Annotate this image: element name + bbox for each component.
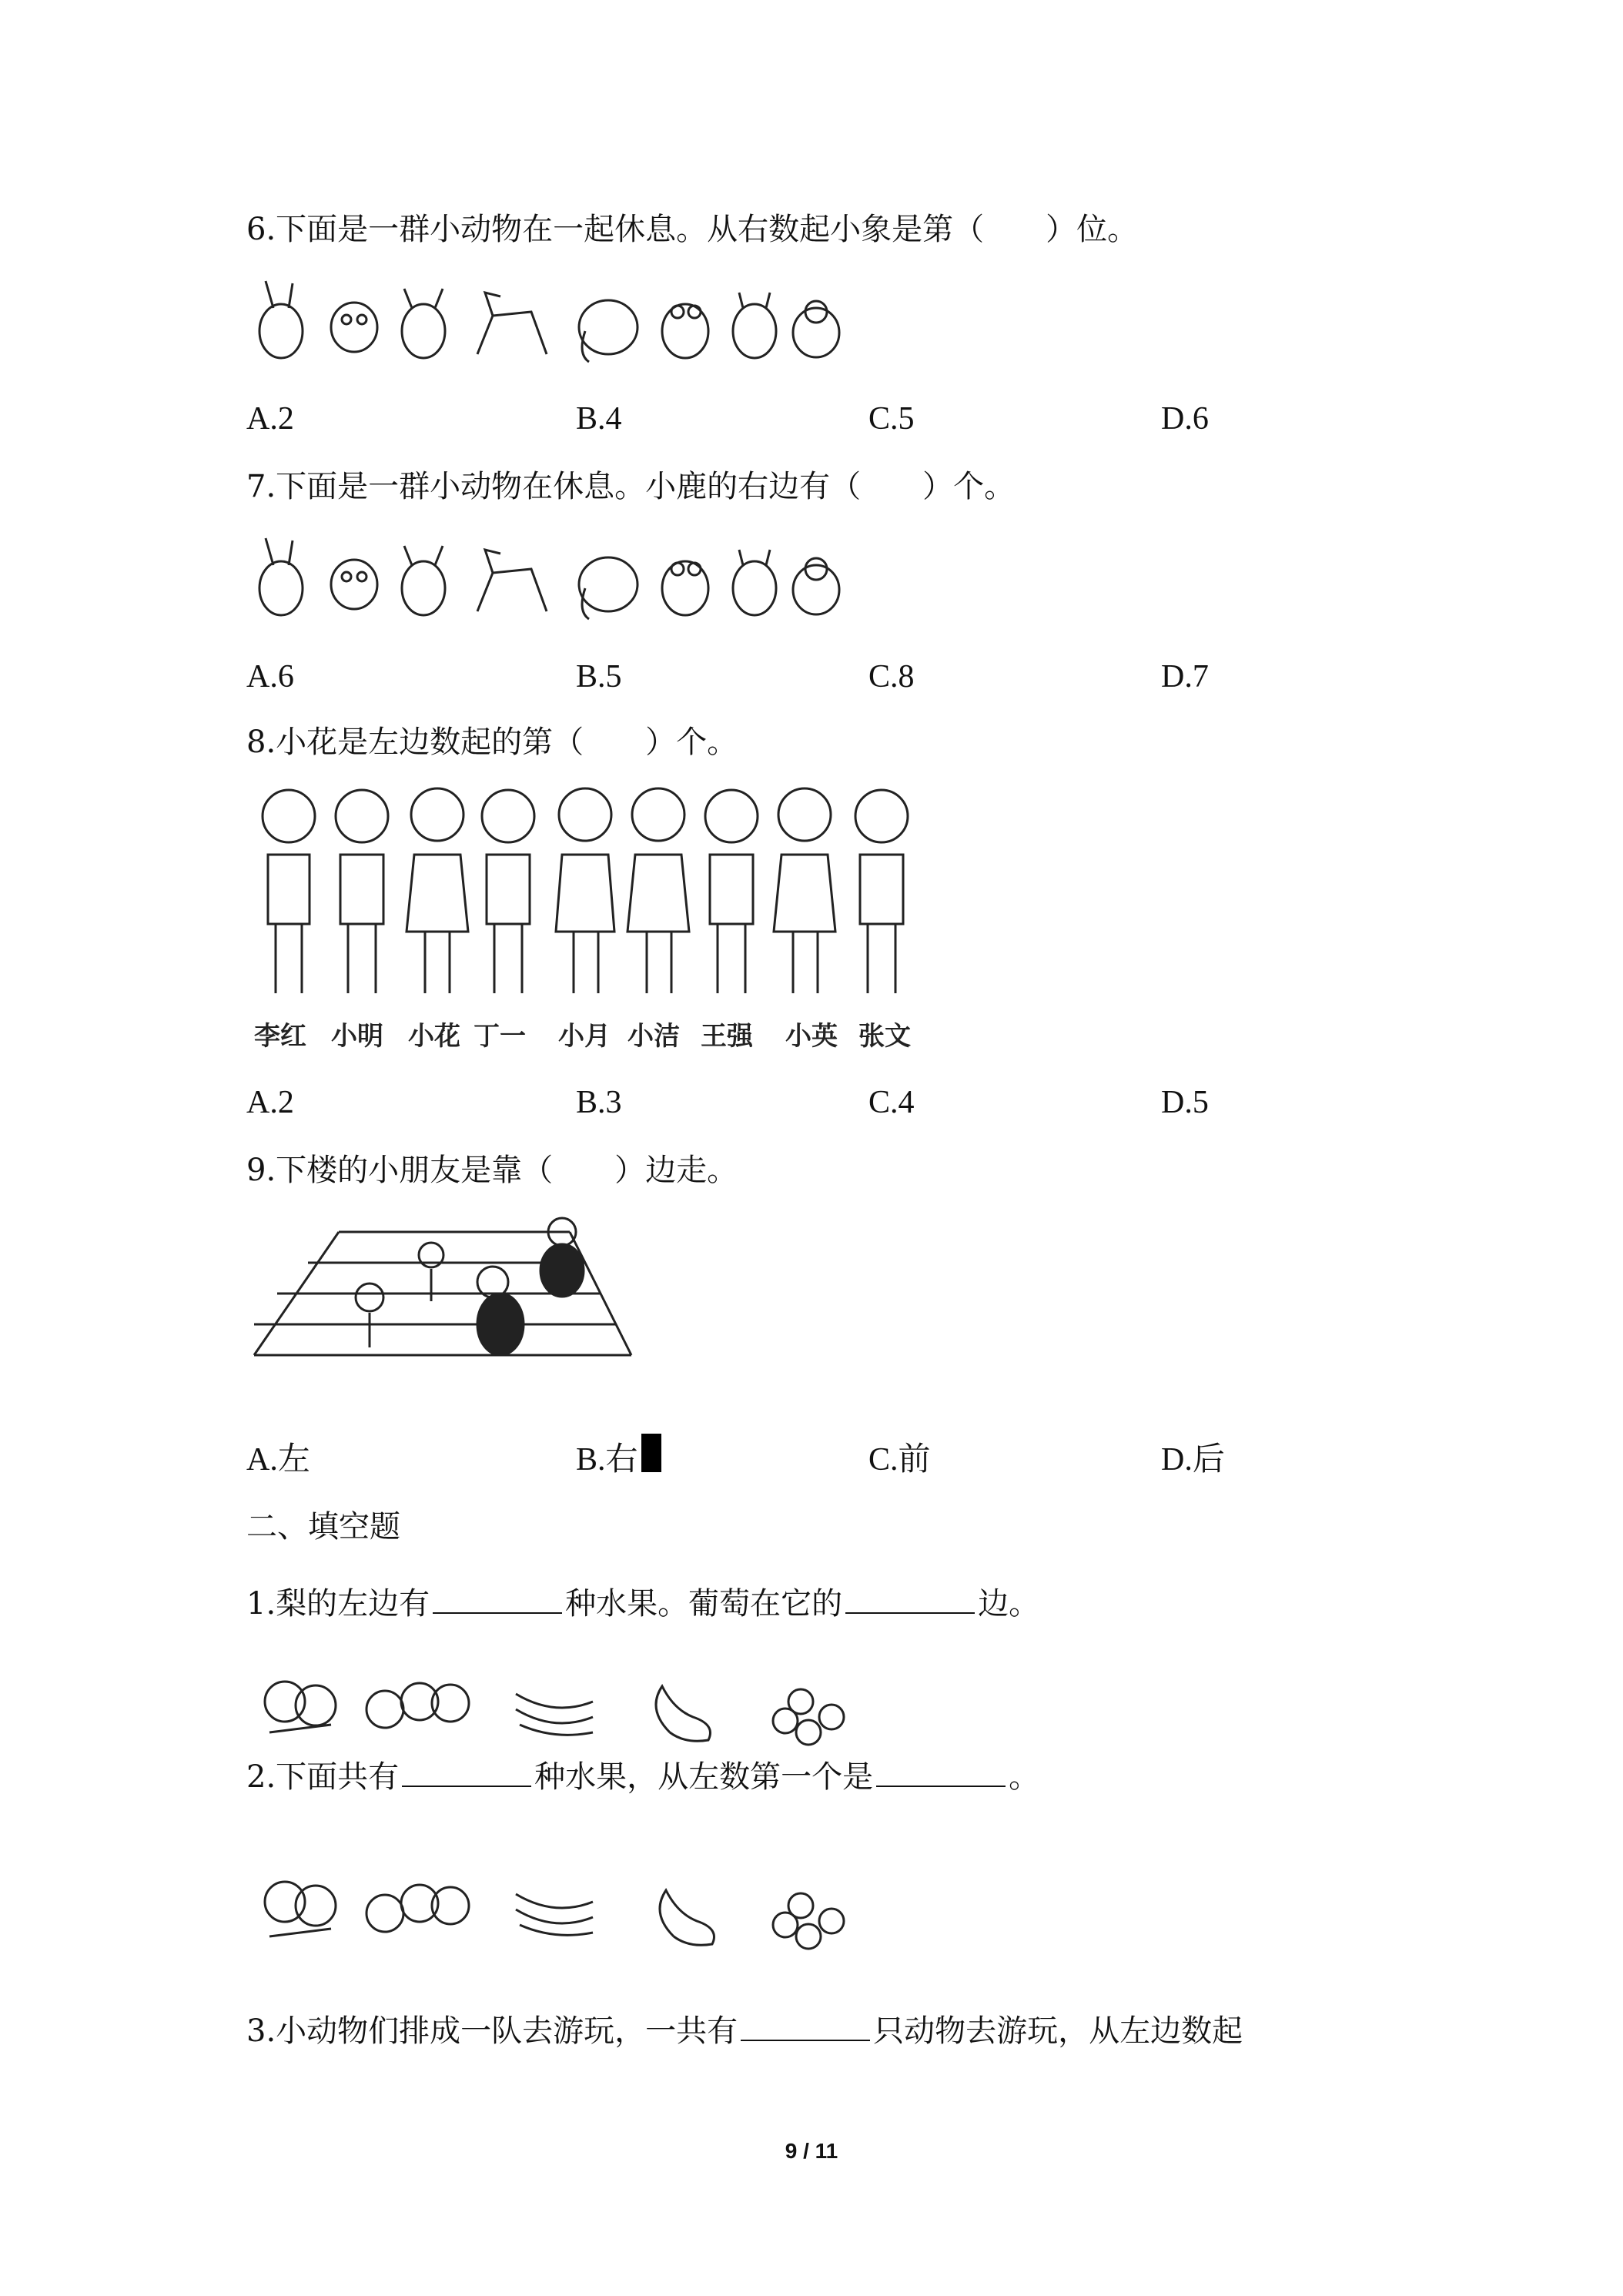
q6-option-c[interactable]: C.5 — [868, 401, 915, 437]
q9-options — [246, 1434, 1324, 1480]
children-row-illustration — [254, 778, 932, 1009]
q8-options — [246, 1084, 1324, 1130]
question-6: 6.下面是一群小动物在一起休息。从右数起小象是第（ ）位。 — [246, 212, 1139, 247]
q9-option-b[interactable]: B.右 — [576, 1442, 638, 1478]
section-2-title: 二、填空题 — [246, 1509, 400, 1545]
q6-options — [246, 400, 1324, 447]
fq1-text-b: 种水果。葡萄在它的 — [565, 1586, 843, 1622]
question-8: 8.小花是左边数起的第（ ）个。 — [246, 725, 738, 760]
child-name: 张文 — [858, 1021, 911, 1052]
q9-option-a[interactable]: A.左 — [246, 1442, 310, 1478]
fill-question-1 — [246, 1582, 1039, 1625]
answer-blank[interactable] — [433, 1583, 562, 1614]
answer-blank[interactable] — [876, 1756, 1006, 1787]
q7-option-d[interactable]: D.7 — [1161, 659, 1209, 694]
question-9: 9.下楼的小朋友是靠（ ）边走。 — [246, 1153, 738, 1188]
page-number: 9 / 11 — [785, 2139, 838, 2163]
fq1-text-a: 1.梨的左边有 — [246, 1586, 430, 1622]
answer-blank[interactable] — [741, 2010, 870, 2041]
q8-option-b[interactable]: B.3 — [576, 1085, 622, 1120]
animals-row-illustration-2 — [246, 534, 847, 627]
fq1-text-c: 边。 — [978, 1586, 1040, 1622]
fq3-text-b: 只动物去游玩，从左边数起 — [873, 2013, 1243, 2049]
animals-row-illustration — [246, 277, 847, 370]
question-7: 7.下面是一群小动物在休息。小鹿的右边有（ ）个。 — [246, 469, 1016, 504]
fruits-row-illustration-2 — [254, 1848, 885, 1956]
redaction-mark — [641, 1434, 661, 1472]
children-names — [254, 1015, 947, 1053]
q8-option-d[interactable]: D.5 — [1161, 1085, 1209, 1120]
q9-option-d[interactable]: D.后 — [1161, 1442, 1225, 1478]
q9-option-c[interactable]: C.前 — [868, 1442, 931, 1478]
fq3-text-a: 3.小动物们排成一队去游玩，一共有 — [246, 2013, 738, 2049]
fq2-text-c: 。 — [1009, 1759, 1040, 1795]
q9-option-b-wrap — [576, 1434, 638, 1480]
fill-question-2 — [246, 1755, 1039, 1799]
answer-blank[interactable] — [845, 1583, 975, 1614]
fill-question-3 — [246, 2010, 1243, 2053]
q7-option-b[interactable]: B.5 — [576, 659, 622, 694]
fq2-text-b: 种水果，从左数第一个是 — [534, 1759, 874, 1795]
child-name: 小洁 — [627, 1021, 680, 1052]
q6-option-a[interactable]: A.2 — [246, 401, 294, 437]
child-name: 王强 — [701, 1021, 753, 1052]
q7-option-a[interactable]: A.6 — [246, 659, 294, 694]
child-name: 小明 — [331, 1021, 383, 1052]
child-name: 小花 — [408, 1021, 460, 1052]
fq2-text-a: 2.下面共有 — [246, 1759, 400, 1795]
child-name: 小月 — [558, 1021, 611, 1052]
fruits-row-illustration — [254, 1648, 885, 1748]
q8-option-a[interactable]: A.2 — [246, 1085, 294, 1120]
child-name: 小英 — [785, 1021, 838, 1052]
q6-option-b[interactable]: B.4 — [576, 401, 622, 437]
q6-option-d[interactable]: D.6 — [1161, 401, 1209, 437]
q8-option-c[interactable]: C.4 — [868, 1085, 915, 1120]
answer-blank[interactable] — [402, 1756, 531, 1787]
child-name: 李红 — [254, 1021, 306, 1052]
child-name: 丁一 — [474, 1021, 526, 1052]
q7-option-c[interactable]: C.8 — [868, 659, 915, 694]
q7-options — [246, 658, 1324, 705]
stairs-illustration — [246, 1209, 647, 1401]
